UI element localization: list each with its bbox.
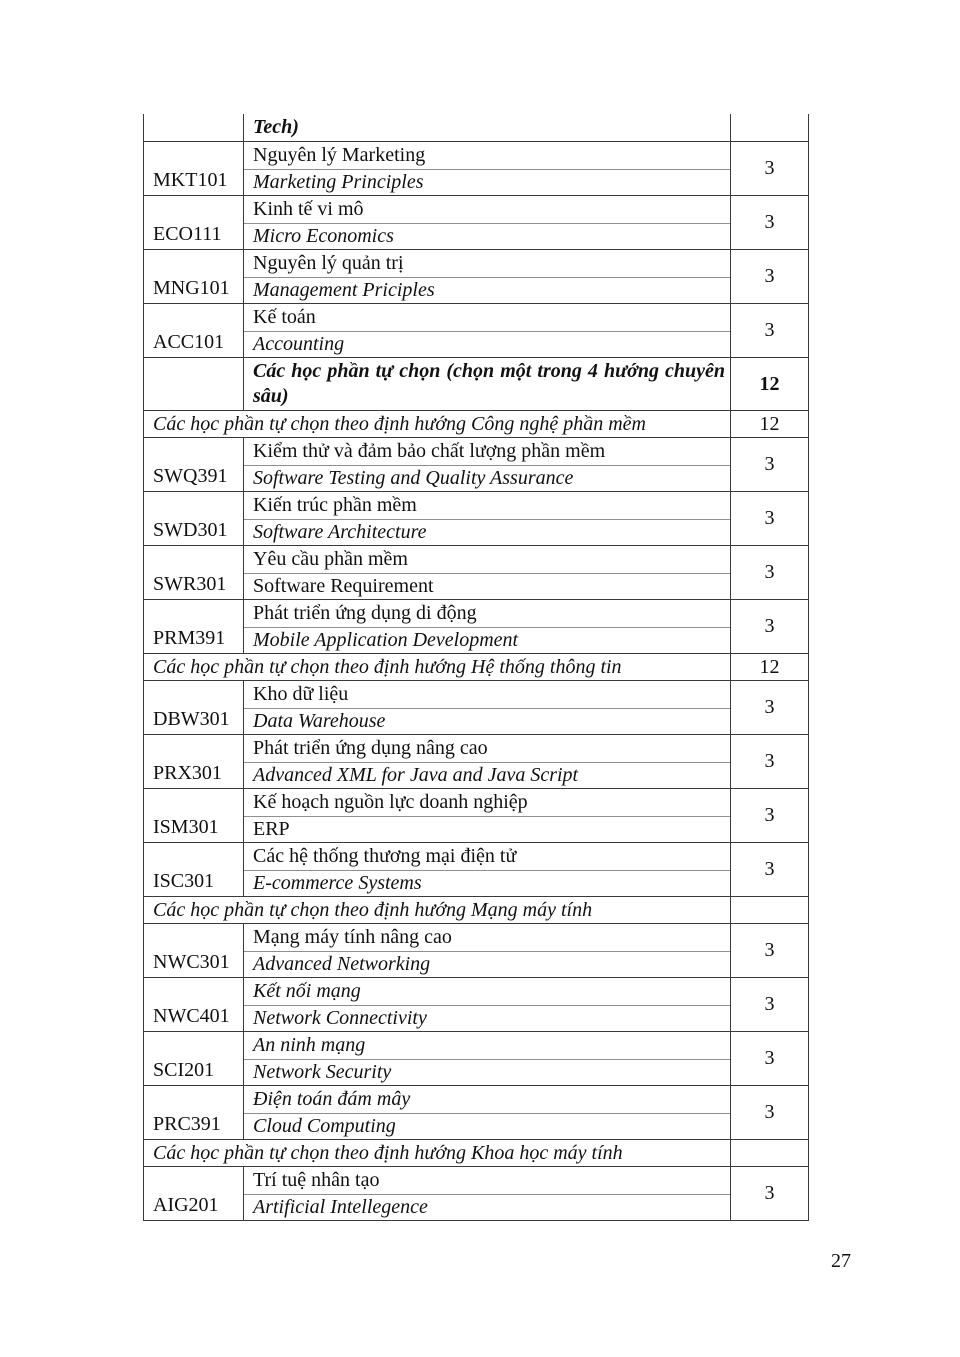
curriculum-table	[143, 114, 809, 1221]
course-name-vietnamese: Kế toán	[244, 304, 730, 332]
course-name-vietnamese: Mạng máy tính nâng cao	[244, 924, 730, 952]
course-code: AIG201	[144, 1167, 244, 1220]
course-row	[144, 1167, 808, 1221]
course-name-english: Marketing Principles	[253, 170, 424, 193]
course-name-english: Advanced XML for Java and Java Script	[253, 763, 579, 786]
course-row	[144, 196, 808, 250]
course-row	[144, 924, 808, 978]
course-name-vietnamese: Yêu cầu phần mềm	[244, 546, 730, 574]
course-code: PRC391	[144, 1086, 244, 1139]
course-name-english: Software Architecture	[253, 520, 427, 543]
course-name-vietnamese: Kho dữ liệu	[244, 681, 730, 709]
course-name-english: Data Warehouse	[253, 709, 386, 732]
course-name-english: E-commerce Systems	[253, 871, 422, 894]
section-row	[144, 654, 808, 681]
course-code: PRX301	[144, 735, 244, 788]
section-title: Các học phần tự chọn theo định hướng Mạng máy tính	[153, 898, 593, 921]
course-code: ISC301	[144, 843, 244, 896]
course-credits: 3	[730, 600, 808, 653]
course-code: MKT101	[144, 142, 244, 195]
section-credits: 12	[730, 411, 808, 437]
course-name-english: ERP	[253, 817, 290, 840]
course-name-vietnamese: Kiến trúc phần mềm	[244, 492, 730, 520]
course-name-english: Management Priciples	[253, 278, 435, 301]
course-name-english: Micro Economics	[253, 224, 394, 247]
empty-cell	[144, 114, 244, 141]
course-row	[144, 735, 808, 789]
course-credits: 3	[730, 1086, 808, 1139]
course-name-vietnamese: Nguyên lý quản trị	[244, 250, 730, 278]
course-credits: 3	[730, 1167, 808, 1220]
course-credits: 3	[730, 924, 808, 977]
course-credits: 3	[730, 546, 808, 599]
section-title: Các học phần tự chọn theo định hướng Khoa học máy tính	[153, 1141, 623, 1164]
course-code: SWD301	[144, 492, 244, 545]
course-row	[144, 978, 808, 1032]
course-credits: 3	[730, 492, 808, 545]
empty-cell	[730, 114, 808, 141]
section-title: Các học phần tự chọn theo định hướng Hệ thống thông tin	[153, 655, 622, 678]
course-credits: 3	[730, 978, 808, 1031]
course-name-vietnamese: Phát triển ứng dụng nâng cao	[244, 735, 730, 763]
course-code: ECO111	[144, 196, 244, 249]
course-row	[144, 142, 808, 196]
course-credits: 3	[730, 789, 808, 842]
course-name-english: Accounting	[253, 332, 345, 355]
course-code: ACC101	[144, 304, 244, 357]
course-name-vietnamese: Phát triển ứng dụng di động	[244, 600, 730, 628]
course-credits: 3	[730, 681, 808, 734]
course-code: SWR301	[144, 546, 244, 599]
course-name-vietnamese: Nguyên lý Marketing	[244, 142, 730, 170]
course-credits: 3	[730, 196, 808, 249]
course-name-vietnamese: Kiểm thử và đảm bảo chất lượng phần mềm	[244, 438, 730, 466]
course-row	[144, 304, 808, 358]
course-credits: 3	[730, 735, 808, 788]
group-header-title: Các học phần tự chọn (chọn một trong 4 hướng chuyên sâu)	[253, 360, 725, 407]
course-credits: 3	[730, 250, 808, 303]
section-row	[144, 897, 808, 924]
course-credits: 3	[730, 843, 808, 896]
course-row	[144, 492, 808, 546]
course-name-vietnamese: An ninh mạng	[244, 1032, 730, 1060]
course-name-vietnamese: Kinh tế vi mô	[244, 196, 730, 224]
course-name-vietnamese: Điện toán đám mây	[244, 1086, 730, 1114]
course-code: DBW301	[144, 681, 244, 734]
course-row	[144, 546, 808, 600]
section-row	[144, 1140, 808, 1167]
section-credits	[730, 897, 808, 923]
course-code: SCI201	[144, 1032, 244, 1085]
group-header-credits: 12	[730, 358, 808, 410]
course-row	[144, 789, 808, 843]
page-number: 27	[831, 1250, 851, 1272]
continuation-row	[144, 114, 808, 142]
course-name-vietnamese: Kế hoạch nguồn lực doanh nghiệp	[244, 789, 730, 817]
section-credits	[730, 1140, 808, 1166]
course-name-vietnamese: Các hệ thống thương mại điện tử	[244, 843, 730, 871]
course-name-english: Network Connectivity	[253, 1006, 427, 1029]
course-row	[144, 600, 808, 654]
course-code: NWC301	[144, 924, 244, 977]
course-name-english: Mobile Application Development	[253, 628, 519, 651]
course-name-vietnamese: Kết nối mạng	[244, 978, 730, 1006]
course-name-english: Software Requirement	[253, 574, 434, 597]
course-row	[144, 1032, 808, 1086]
course-name-english: Software Testing and Quality Assurance	[253, 466, 574, 489]
course-name-english: Network Security	[253, 1060, 392, 1083]
course-credits: 3	[730, 304, 808, 357]
course-code: MNG101	[144, 250, 244, 303]
group-header-row	[144, 358, 808, 411]
course-row	[144, 1086, 808, 1140]
course-code: ISM301	[144, 789, 244, 842]
course-row	[144, 438, 808, 492]
course-row	[144, 250, 808, 304]
course-row	[144, 843, 808, 897]
course-code: SWQ391	[144, 438, 244, 491]
continuation-text: Tech)	[253, 116, 299, 138]
section-row	[144, 411, 808, 438]
section-title: Các học phần tự chọn theo định hướng Công nghệ phần mềm	[153, 412, 646, 435]
empty-cell	[144, 358, 244, 410]
course-credits: 3	[730, 1032, 808, 1085]
course-name-english: Cloud Computing	[253, 1114, 396, 1137]
course-name-english: Artificial Intellegence	[253, 1195, 428, 1218]
section-credits: 12	[730, 654, 808, 680]
course-name-vietnamese: Trí tuệ nhân tạo	[244, 1167, 730, 1195]
course-name-english: Advanced Networking	[253, 952, 431, 975]
course-row	[144, 681, 808, 735]
course-code: PRM391	[144, 600, 244, 653]
course-credits: 3	[730, 142, 808, 195]
course-credits: 3	[730, 438, 808, 491]
course-code: NWC401	[144, 978, 244, 1031]
